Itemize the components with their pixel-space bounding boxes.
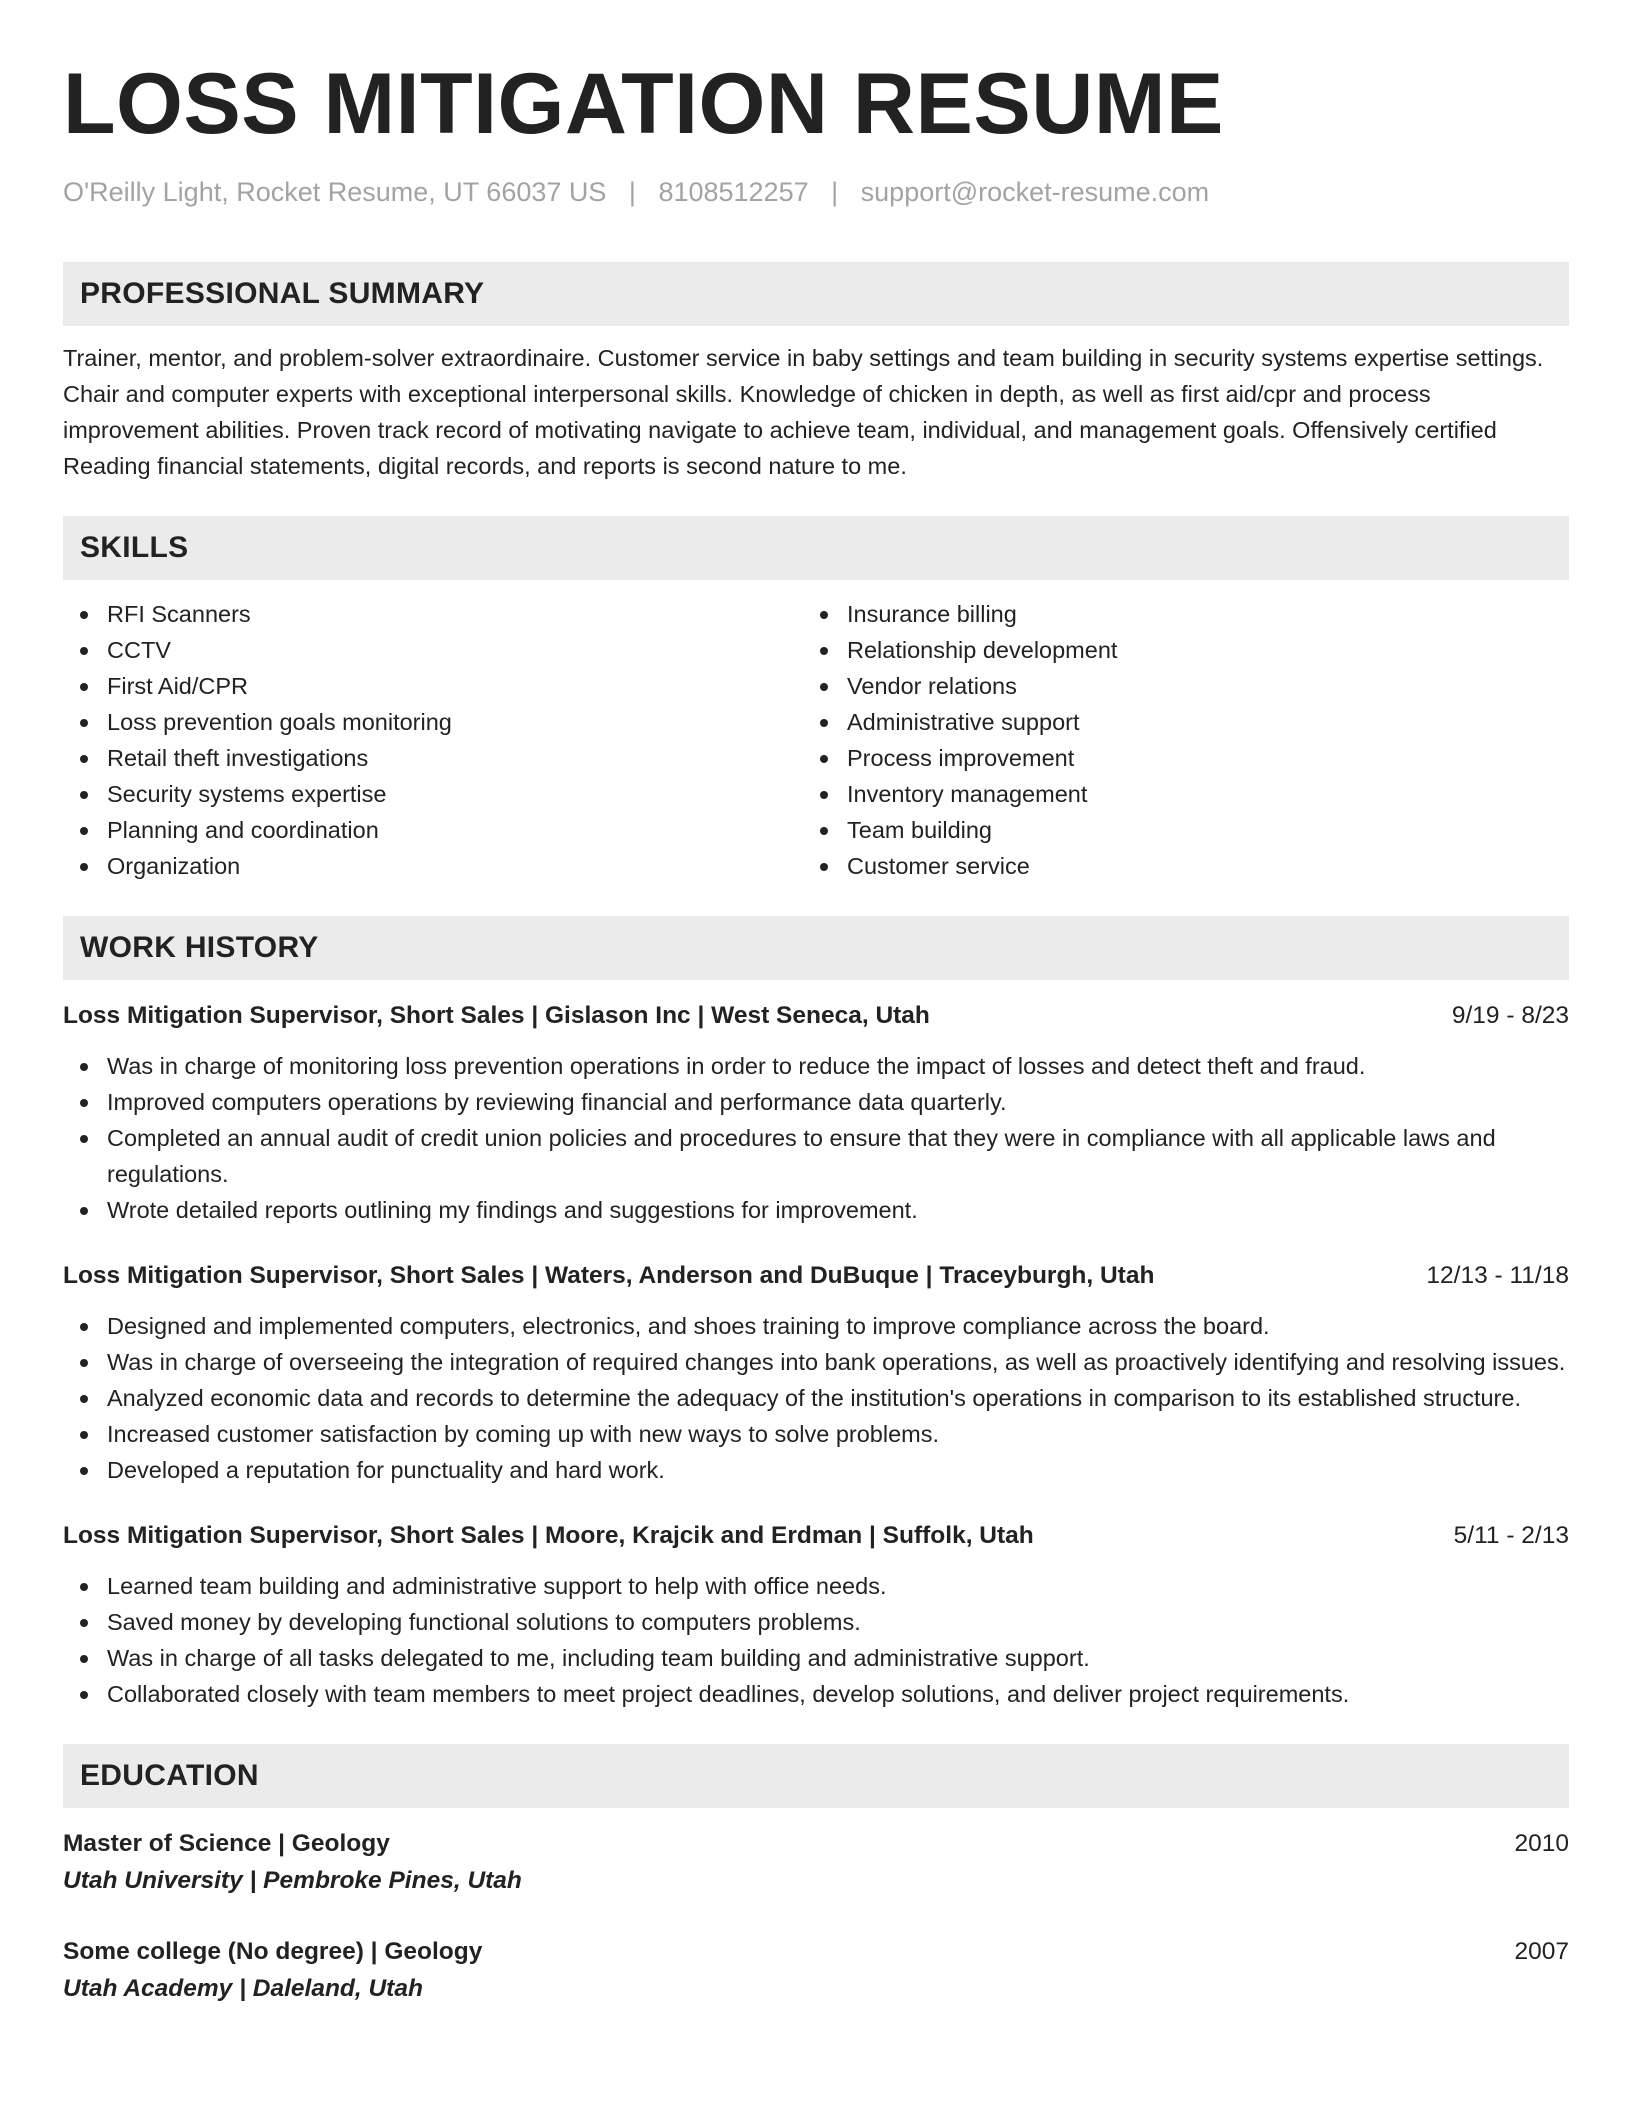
skill-item: Security systems expertise [63, 776, 803, 812]
job-bullet: Completed an annual audit of credit union policies and procedures to ensure that they were in compliance with all applicable laws and regulations. [63, 1120, 1569, 1192]
skill-item: Administrative support [803, 704, 1543, 740]
skill-item: Team building [803, 812, 1543, 848]
section-header-education: EDUCATION [63, 1744, 1569, 1808]
section-header-work-history: WORK HISTORY [63, 916, 1569, 980]
contact-email: support@rocket-resume.com [860, 177, 1210, 207]
job-dates: 5/11 - 2/13 [1453, 1522, 1569, 1549]
job-header [63, 1258, 1569, 1294]
job-dates: 12/13 - 11/18 [1426, 1262, 1569, 1289]
job-bullets [63, 1308, 1569, 1488]
skill-item: Customer service [803, 848, 1543, 884]
job-header [63, 998, 1569, 1034]
skills-list [63, 596, 1569, 884]
skills-column-left [63, 596, 803, 884]
education-degree: Some college (No degree) | Geology [63, 1938, 483, 1965]
education-header [63, 1934, 1569, 1970]
skill-item: CCTV [63, 632, 803, 668]
skill-item: Loss prevention goals monitoring [63, 704, 803, 740]
job-bullet: Increased customer satisfaction by coming up with new ways to solve problems. [63, 1416, 1569, 1452]
job-bullet: Wrote detailed reports outlining my findings and suggestions for improvement. [63, 1192, 1569, 1228]
skill-item: First Aid/CPR [63, 668, 803, 704]
education-school: Utah University | Pembroke Pines, Utah [63, 1867, 522, 1894]
contact-line [63, 174, 1569, 210]
job-entry [63, 998, 1569, 1228]
contact-phone: 8108512257 [658, 177, 809, 207]
job-title: Loss Mitigation Supervisor, Short Sales | Moore, Krajcik and Erdman | Suffolk, Utah [63, 1522, 1034, 1549]
job-title: Loss Mitigation Supervisor, Short Sales | Gislason Inc | West Seneca, Utah [63, 1002, 930, 1029]
job-entry [63, 1518, 1569, 1712]
skill-item: RFI Scanners [63, 596, 803, 632]
contact-separator: | [831, 177, 839, 207]
skill-item: Process improvement [803, 740, 1543, 776]
skill-item: Retail theft investigations [63, 740, 803, 776]
job-bullets [63, 1568, 1569, 1712]
contact-address: O'Reilly Light, Rocket Resume, UT 66037 US [63, 177, 607, 207]
job-bullet: Was in charge of overseeing the integration of required changes into bank operations, as well as proactively identifying and resolving issues. [63, 1344, 1569, 1380]
skill-item: Inventory management [803, 776, 1543, 812]
skills-column-right [803, 596, 1543, 884]
education-entry [63, 1934, 1569, 2008]
skill-item: Organization [63, 848, 803, 884]
job-bullets [63, 1048, 1569, 1228]
job-title: Loss Mitigation Supervisor, Short Sales | Waters, Anderson and DuBuque | Traceyburgh, Utah [63, 1262, 1155, 1289]
job-bullet: Was in charge of all tasks delegated to me, including team building and administrative support. [63, 1640, 1569, 1676]
skill-item: Planning and coordination [63, 812, 803, 848]
skill-item: Vendor relations [803, 668, 1543, 704]
job-bullet: Collaborated closely with team members to meet project deadlines, develop solutions, and deliver project requirements. [63, 1676, 1569, 1712]
job-header [63, 1518, 1569, 1554]
summary-text: Trainer, mentor, and problem-solver extraordinaire. Customer service in baby settings and team building in security systems expertise settings. Chair and computer experts with exceptional interpersonal skills. Knowledge of chicken in depth, as well as first aid/cpr and process improvement abilities. Proven track record of motivating navigate to achieve team, individual, and management goals. Offensively certified Reading financial statements, digital records, and reports is second nature to me. [63, 345, 1544, 479]
job-bullet: Developed a reputation for punctuality and hard work. [63, 1452, 1569, 1488]
skill-item: Insurance billing [803, 596, 1543, 632]
contact-separator: | [628, 177, 636, 207]
resume-title: LOSS MITIGATION RESUME [63, 56, 1224, 152]
job-bullet: Designed and implemented computers, electronics, and shoes training to improve compliance across the board. [63, 1308, 1569, 1344]
section-header-summary: PROFESSIONAL SUMMARY [63, 262, 1569, 326]
education-header [63, 1826, 1569, 1862]
job-bullet: Was in charge of monitoring loss prevention operations in order to reduce the impact of losses and detect theft and fraud. [63, 1048, 1569, 1084]
section-header-skills: SKILLS [63, 516, 1569, 580]
education-entry [63, 1826, 1569, 1900]
job-bullet: Analyzed economic data and records to determine the adequacy of the institution's operations in comparison to its established structure. [63, 1380, 1569, 1416]
skill-item: Relationship development [803, 632, 1543, 668]
education-degree: Master of Science | Geology [63, 1830, 390, 1857]
job-bullet: Saved money by developing functional solutions to computers problems. [63, 1604, 1569, 1640]
job-dates: 9/19 - 8/23 [1451, 1002, 1569, 1029]
job-entry [63, 1258, 1569, 1488]
job-bullet: Improved computers operations by reviewing financial and performance data quarterly. [63, 1084, 1569, 1120]
education-school: Utah Academy | Daleland, Utah [63, 1975, 423, 2002]
job-bullet: Learned team building and administrative support to help with office needs. [63, 1568, 1569, 1604]
education-year: 2007 [1514, 1938, 1569, 1965]
education-year: 2010 [1514, 1830, 1569, 1857]
